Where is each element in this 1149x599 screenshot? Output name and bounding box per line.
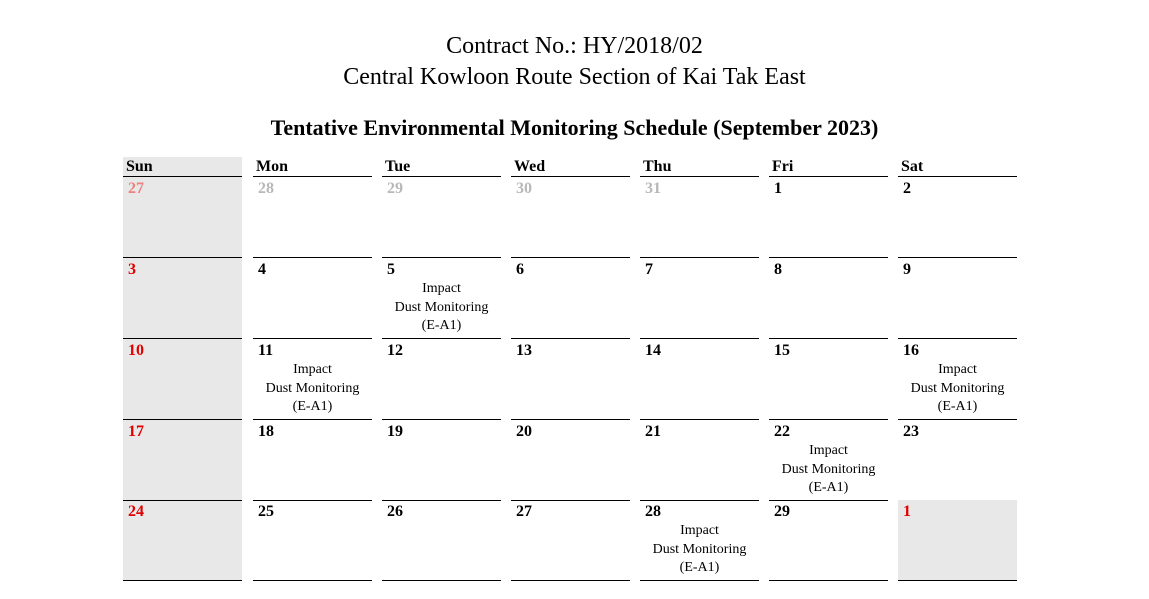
day-cell xyxy=(123,177,242,258)
day-cell xyxy=(382,258,501,339)
day-number: 16 xyxy=(903,342,919,359)
day-number: 31 xyxy=(645,180,661,197)
day-cell xyxy=(898,258,1017,339)
day-number: 7 xyxy=(645,261,653,278)
project-name: Central Kowloon Route Section of Kai Tak East xyxy=(343,64,806,90)
dust-monitoring-event xyxy=(888,361,1027,417)
day-number: 1 xyxy=(903,503,911,520)
day-cell xyxy=(511,500,630,581)
day-number: 17 xyxy=(128,423,144,440)
day-number: 29 xyxy=(387,180,403,197)
day-cell xyxy=(769,177,888,258)
day-number: 28 xyxy=(258,180,274,197)
day-cell xyxy=(898,339,1017,420)
day-number: 27 xyxy=(128,180,144,197)
day-cell xyxy=(640,258,759,339)
day-number: 2 xyxy=(903,180,911,197)
day-number: 9 xyxy=(903,261,911,278)
dust-monitoring-event xyxy=(630,522,769,578)
day-cell xyxy=(382,339,501,420)
dust-monitoring-event xyxy=(372,280,511,336)
day-cell xyxy=(769,258,888,339)
day-number: 3 xyxy=(128,261,136,278)
event-text-line1: Impact xyxy=(422,281,461,296)
day-cell xyxy=(898,500,1017,581)
day-cell xyxy=(123,500,242,581)
day-cell xyxy=(898,177,1017,258)
dust-monitoring-event xyxy=(759,442,898,498)
day-cell xyxy=(640,339,759,420)
day-cell xyxy=(253,339,372,420)
day-number: 18 xyxy=(258,423,274,440)
event-text-line3: (E-A1) xyxy=(808,480,849,495)
event-text-line3: (E-A1) xyxy=(292,399,333,414)
event-text-line2: Dust Monitoring xyxy=(652,541,747,557)
day-cell xyxy=(511,177,630,258)
day-number: 11 xyxy=(258,342,274,359)
day-number: 30 xyxy=(516,180,532,197)
day-cell xyxy=(769,500,888,581)
day-cell xyxy=(123,420,242,501)
day-number: 24 xyxy=(128,503,144,520)
day-cell xyxy=(640,177,759,258)
event-text-line2: Dust Monitoring xyxy=(265,380,360,396)
day-number: 1 xyxy=(774,180,782,197)
day-number: 29 xyxy=(774,503,790,520)
weekday-header-sun: Sun xyxy=(123,157,242,177)
event-text-line1: Impact xyxy=(809,443,848,458)
day-number: 5 xyxy=(387,261,395,278)
day-number: 8 xyxy=(774,261,782,278)
weekday-header-mon: Mon xyxy=(253,157,372,177)
day-number: 6 xyxy=(516,261,524,278)
day-number: 15 xyxy=(774,342,790,359)
day-number: 20 xyxy=(516,423,532,440)
day-cell xyxy=(253,500,372,581)
day-number: 4 xyxy=(258,261,266,278)
day-cell xyxy=(382,500,501,581)
day-cell xyxy=(253,420,372,501)
day-cell xyxy=(123,339,242,420)
day-cell xyxy=(769,339,888,420)
day-cell xyxy=(253,177,372,258)
day-number: 21 xyxy=(645,423,661,440)
day-number: 28 xyxy=(645,503,661,520)
weekday-header-tue: Tue xyxy=(382,157,501,177)
event-text-line3: (E-A1) xyxy=(937,399,978,414)
day-cell xyxy=(253,258,372,339)
day-number: 26 xyxy=(387,503,403,520)
day-cell xyxy=(640,420,759,501)
day-cell xyxy=(898,420,1017,501)
weekday-header-thu: Thu xyxy=(640,157,759,177)
event-text-line1: Impact xyxy=(293,362,332,377)
weekday-header-wed: Wed xyxy=(511,157,630,177)
weekday-header-fri: Fri xyxy=(769,157,888,177)
day-number: 12 xyxy=(387,342,403,359)
event-text-line1: Impact xyxy=(938,362,977,377)
day-number: 10 xyxy=(128,342,144,359)
day-cell xyxy=(640,500,759,581)
day-number: 13 xyxy=(516,342,532,359)
event-text-line2: Dust Monitoring xyxy=(781,461,876,477)
event-text-line3: (E-A1) xyxy=(679,560,720,575)
dust-monitoring-event xyxy=(243,361,382,417)
day-cell xyxy=(123,258,242,339)
day-cell xyxy=(382,177,501,258)
day-cell xyxy=(382,420,501,501)
event-text-line3: (E-A1) xyxy=(421,318,462,333)
day-number: 22 xyxy=(774,423,790,440)
event-text-line2: Dust Monitoring xyxy=(394,299,489,315)
day-number: 19 xyxy=(387,423,403,440)
day-cell xyxy=(511,420,630,501)
day-cell xyxy=(511,339,630,420)
schedule-title: Tentative Environmental Monitoring Schedule (September 2023) xyxy=(270,115,879,140)
day-number: 25 xyxy=(258,503,274,520)
day-cell xyxy=(511,258,630,339)
day-cell xyxy=(769,420,888,501)
event-text-line2: Dust Monitoring xyxy=(910,380,1005,396)
day-number: 14 xyxy=(645,342,661,359)
weekday-header-sat: Sat xyxy=(898,157,1017,177)
event-text-line1: Impact xyxy=(680,523,719,538)
contract-number: Contract No.: HY/2018/02 xyxy=(446,33,703,59)
day-number: 27 xyxy=(516,503,532,520)
day-number: 23 xyxy=(903,423,919,440)
